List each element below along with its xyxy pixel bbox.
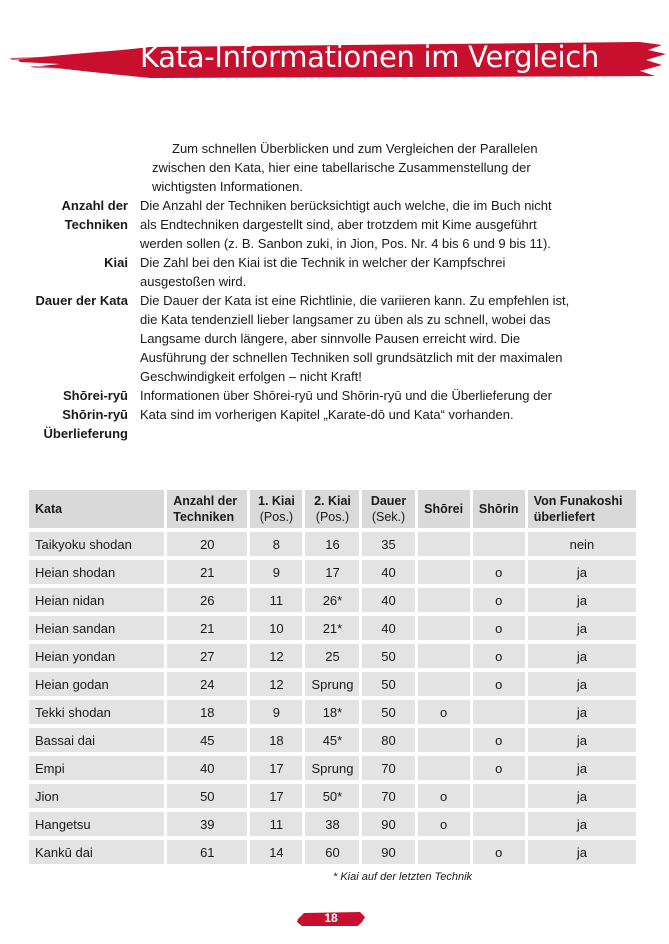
kiai-1-cell: 12 [250,672,302,696]
kiai-2-cell: 25 [305,644,359,668]
term-line: Shōrei-ryū [62,388,128,403]
duration-cell: 90 [362,840,414,864]
duration-cell: 40 [362,588,414,612]
duration-cell: 50 [362,672,414,696]
kata-name-cell: Tekki shodan [29,700,164,724]
technique-count-cell: 27 [167,644,247,668]
definition-kiai [0,253,669,291]
header-funakoshi: Von Funakoshi überliefert [528,490,636,528]
duration-cell: 70 [362,756,414,780]
header-kiai-1: 1. Kiai (Pos.) [250,490,302,528]
kata-table-container [29,486,639,868]
duration-cell: 90 [362,812,414,836]
technique-count-cell: 39 [167,812,247,836]
shorei-mark-cell: o [418,784,470,808]
table-row [29,560,636,584]
term-line: Anzahl der [61,198,128,213]
funakoshi-cell: ja [528,700,636,724]
funakoshi-cell: nein [528,532,636,556]
funakoshi-cell: ja [528,784,636,808]
header-shorei: Shōrei [418,490,470,528]
shorin-mark-cell: o [473,588,525,612]
duration-cell: 70 [362,784,414,808]
shorin-mark-cell [473,700,525,724]
funakoshi-cell: ja [528,588,636,612]
kata-name-cell: Heian yondan [29,644,164,668]
table-row [29,644,636,668]
shorei-mark-cell [418,616,470,640]
kiai-2-cell: 21* [305,616,359,640]
kiai-1-cell: 10 [250,616,302,640]
shorei-mark-cell [418,588,470,612]
header-duration: Dauer (Sek.) [362,490,414,528]
shorin-mark-cell [473,812,525,836]
definition-term [0,386,140,443]
funakoshi-cell: ja [528,840,636,864]
kata-name-cell: Taikyoku shodan [29,532,164,556]
intro-paragraph [152,139,572,196]
technique-count-cell: 24 [167,672,247,696]
duration-cell: 40 [362,616,414,640]
duration-cell: 50 [362,644,414,668]
table-row [29,672,636,696]
technique-count-cell: 26 [167,588,247,612]
definition-text: Die Dauer der Kata ist eine Richtlinie, die variieren kann. Zu empfehlen ist, die Kata tendenziell lieber langsamer zu üben als zu schnell, wobei das Langsame durch längere, aber sinnvolle Pausen erreicht wird. Die Ausführung der schnellen Techniken soll grundsätzlich mit der maximalen Geschwindigkeit erfolgen – nicht Kraft! [140,293,570,384]
kata-name-cell: Heian shodan [29,560,164,584]
kiai-1-cell: 11 [250,812,302,836]
funakoshi-cell: ja [528,756,636,780]
title-banner [0,38,669,82]
kiai-1-cell: 12 [250,644,302,668]
kiai-1-cell: 17 [250,756,302,780]
shorin-mark-cell [473,784,525,808]
table-row [29,784,636,808]
duration-cell: 80 [362,728,414,752]
shorin-mark-cell: o [473,644,525,668]
table-row [29,700,636,724]
page-number-badge [296,910,366,928]
table-footnote: * Kiai auf der letzten Technik [333,871,473,883]
technique-count-cell: 40 [167,756,247,780]
definition-list [0,196,669,443]
technique-count-cell: 61 [167,840,247,864]
intro-text: Zum schnellen Überblicken und zum Vergleichen der Parallelen zwischen den Kata, hier eine tabellarische Zusammenstellung der wichtigsten Informationen. [152,141,538,194]
definition-duration [0,291,669,386]
header-kiai-2: 2. Kiai (Pos.) [305,490,359,528]
shorei-mark-cell [418,756,470,780]
duration-cell: 40 [362,560,414,584]
kiai-2-cell: 18* [305,700,359,724]
kata-name-cell: Kankū dai [29,840,164,864]
funakoshi-cell: ja [528,644,636,668]
definition-term [0,253,140,291]
kiai-2-cell: 38 [305,812,359,836]
kata-name-cell: Heian godan [29,672,164,696]
shorei-mark-cell [418,728,470,752]
kiai-2-cell: Sprung [305,756,359,780]
technique-count-cell: 21 [167,560,247,584]
page-number: 18 [324,911,338,925]
kiai-2-cell: 16 [305,532,359,556]
table-row [29,840,636,864]
definition-text: Informationen über Shōrei-ryū und Shōrin-ryū und die Überlieferung der Kata sind im vorherigen Kapitel „Karate-dō und Kata“ vorhanden. [140,388,552,422]
technique-count-cell: 50 [167,784,247,808]
table-row [29,588,636,612]
term-line: Kiai [104,255,128,270]
kiai-2-cell: 17 [305,560,359,584]
table-header-row [29,490,636,528]
definition-term [0,196,140,253]
shorei-mark-cell [418,840,470,864]
shorei-mark-cell [418,560,470,584]
kata-name-cell: Empi [29,756,164,780]
shorei-mark-cell [418,532,470,556]
shorin-mark-cell: o [473,840,525,864]
table-row [29,812,636,836]
shorin-mark-cell: o [473,728,525,752]
funakoshi-cell: ja [528,672,636,696]
term-line: Dauer der Kata [35,293,128,308]
kiai-1-cell: 9 [250,560,302,584]
kiai-1-cell: 9 [250,700,302,724]
kiai-2-cell: 60 [305,840,359,864]
term-line: Überlieferung [43,426,128,441]
term-line: Techniken [64,217,128,232]
page-title: Kata-Informationen im Vergleich [140,40,599,74]
kata-name-cell: Heian nidan [29,588,164,612]
shorei-mark-cell [418,644,470,668]
shorin-mark-cell: o [473,616,525,640]
technique-count-cell: 21 [167,616,247,640]
kiai-1-cell: 8 [250,532,302,556]
table-row [29,532,636,556]
shorin-mark-cell: o [473,672,525,696]
shorin-mark-cell [473,532,525,556]
kata-name-cell: Heian sandan [29,616,164,640]
kiai-2-cell: 50* [305,784,359,808]
shorei-mark-cell: o [418,700,470,724]
kiai-1-cell: 17 [250,784,302,808]
definition-techniques [0,196,669,253]
duration-cell: 35 [362,532,414,556]
funakoshi-cell: ja [528,728,636,752]
table-row [29,728,636,752]
shorei-mark-cell [418,672,470,696]
kiai-1-cell: 18 [250,728,302,752]
kata-name-cell: Hangetsu [29,812,164,836]
technique-count-cell: 20 [167,532,247,556]
header-techniques: Anzahl der Techniken [167,490,247,528]
kiai-1-cell: 11 [250,588,302,612]
funakoshi-cell: ja [528,616,636,640]
definition-text: Die Zahl bei den Kiai ist die Technik in welcher der Kampfschrei ausgestoßen wird. [140,255,506,289]
shorin-mark-cell: o [473,756,525,780]
funakoshi-cell: ja [528,812,636,836]
table-row [29,756,636,780]
technique-count-cell: 18 [167,700,247,724]
kiai-2-cell: 26* [305,588,359,612]
term-line: Shōrin-ryū [62,407,128,422]
kata-name-cell: Bassai dai [29,728,164,752]
duration-cell: 50 [362,700,414,724]
shorin-mark-cell: o [473,560,525,584]
shorei-mark-cell: o [418,812,470,836]
definition-term [0,291,140,386]
kata-name-cell: Jion [29,784,164,808]
definition-text: Die Anzahl der Techniken berücksichtigt auch welche, die im Buch nicht als Endtechniken dargestellt sind, aber trotzdem mit Kime ausgeführt werden sollen (z. B. Sanbon zuki, in Jion, Pos. Nr. 4 bis 6 und 9 bis 11). [140,198,552,251]
header-shorin: Shōrin [473,490,525,528]
technique-count-cell: 45 [167,728,247,752]
table-row [29,616,636,640]
funakoshi-cell: ja [528,560,636,584]
kiai-2-cell: 45* [305,728,359,752]
kiai-1-cell: 14 [250,840,302,864]
kiai-2-cell: Sprung [305,672,359,696]
header-kata: Kata [29,490,164,528]
definition-lineage [0,386,669,443]
kata-comparison-table [26,486,639,868]
